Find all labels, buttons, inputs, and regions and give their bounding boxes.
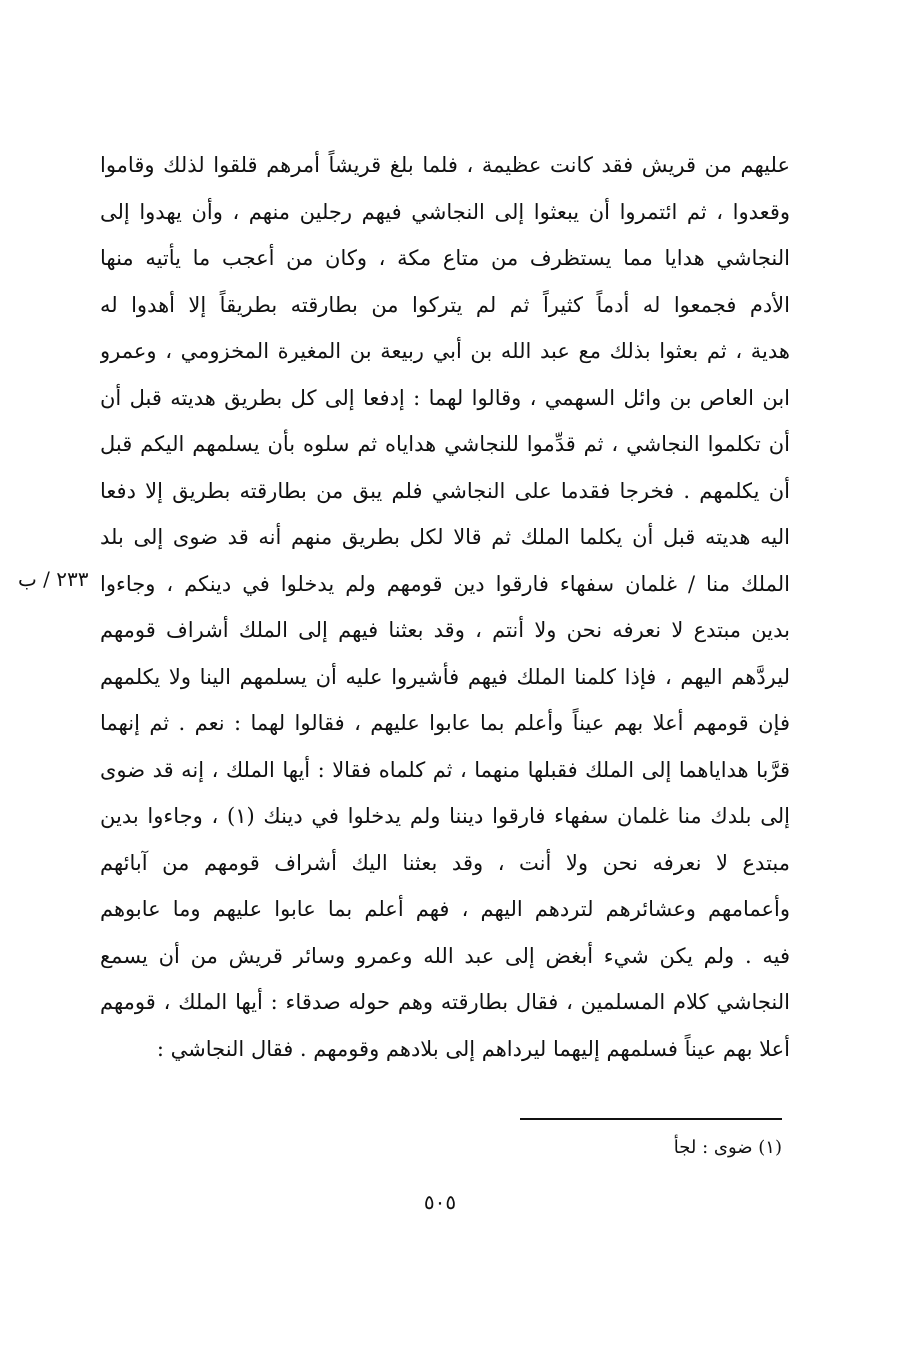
body-text — [100, 142, 790, 1072]
text-line: هدية ، ثم بعثوا بذلك مع عبد الله بن أبي ربيعة بن المغيرة المخزومي ، وعمرو — [100, 339, 790, 363]
text-line: أن تكلموا النجاشي ، ثم قدِّموا للنجاشي هداياه ثم سلوه بأن يسلمهم اليكم قبل — [100, 432, 790, 456]
text-line: أن يكلمهم . فخرجا فقدما على النجاشي فلم يبق من بطارقته بطريق إلا دفعا — [100, 478, 790, 503]
page-number: ٥٠٥ — [423, 1190, 457, 1214]
footnote-divider — [520, 1118, 782, 1120]
text-line: فيه . ولم يكن شيء أبغض إلى عبد الله وعمرو وسائر قريش من أن يسمع — [100, 943, 790, 968]
text-line: قرَّبا هداياهما إلى الملك فقبلها منهما ، ثم كلماه فقالا : أيها الملك ، إنه قد ضوى — [100, 757, 790, 782]
text-line: إلى بلدك منا غلمان سفهاء فارقوا ديننا ولم يدخلوا في دينك (١) ، وجاءوا بدين — [100, 804, 790, 828]
text-line: الملك منا / غلمان سفهاء فارقوا دين قومهم ولم يدخلوا في دينكم ، وجاءوا — [100, 571, 790, 596]
text-line: عليهم من قريش فقد كانت عظيمة ، فلما بلغ قريشاً أمرهم قلقوا لذلك وقاموا — [100, 153, 790, 177]
text-line: وقعدوا ، ثم ائتمروا أن يبعثوا إلى النجاشي فيهم رجلين منهم ، وأن يهدوا إلى — [100, 199, 790, 224]
text-line: مبتدع لا نعرفه نحن ولا أنت ، وقد بعثنا اليك أشراف قومهم من آبائهم — [100, 850, 790, 875]
text-line: وأعمامهم وعشائرهم لتردهم اليهم ، فهم أعلم بما عابوا عليهم وما عابوهم — [100, 897, 790, 921]
text-line: أعلا بهم عيناً فسلمهم إليهما ليرداهم إلى بلادهم وقومهم . فقال النجاشي : — [156, 1036, 790, 1061]
text-line: ابن العاص بن وائل السهمي ، وقالوا لهما : إدفعا إلى كل بطريق هديته قبل أن — [100, 385, 790, 410]
text-line: النجاشي هدايا مما يستظرف من متاع مكة ، وكان من أعجب ما يأتيه منها — [100, 246, 790, 270]
text-line: ليردَّهم اليهم ، فإذا كلمنا الملك فيهم فأشيروا عليه أن يسلمهم الينا ولا يكلمهم — [100, 664, 790, 689]
text-line: الأدم فجمعوا له أدماً كثيراً ثم لم يتركوا من بطارقته بطريقاً إلا أهدوا له — [100, 292, 790, 317]
footnote: (١) ضوى : لجأ — [673, 1137, 782, 1158]
margin-folio-note: ٢٣٣ / ب — [18, 567, 89, 591]
text-line: فإن قومهم أعلا بهم عيناً وأعلم بما عابوا عليهم ، فقالوا لهما : نعم . ثم إنهما — [100, 711, 790, 735]
text-line: النجاشي كلام المسلمين ، فقال بطارقته وهم حوله صدقاء : أيها الملك ، قومهم — [100, 990, 790, 1014]
text-line: بدين مبتدع لا نعرفه نحن ولا أنتم ، وقد بعثنا فيهم إلى الملك أشراف قومهم — [100, 618, 790, 642]
text-line: اليه هديته قبل أن يكلما الملك ثم قالا لكل بطريق منهم أنه قد ضوى إلى بلد — [100, 525, 790, 549]
